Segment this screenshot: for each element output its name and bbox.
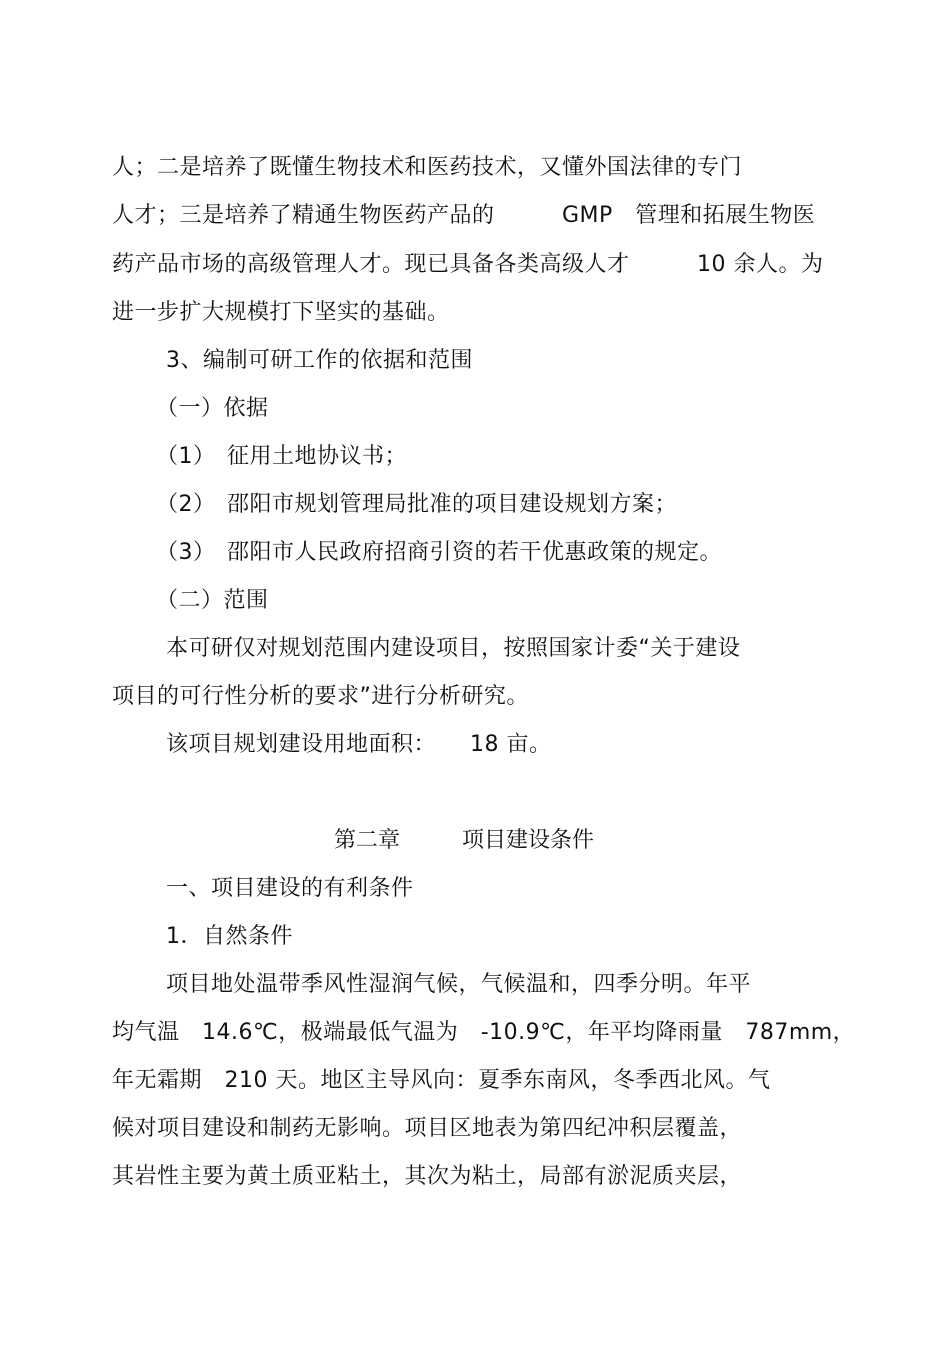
paragraph-line: 进一步扩大规模打下坚实的基础。 (112, 300, 450, 325)
subsection-heading: 1．自然条件 (166, 924, 293, 949)
list-item: （3） 邵阳市人民政府招商引资的若干优惠政策的规定。 (156, 540, 722, 565)
paragraph-line: 其岩性主要为黄土质亚粘土，其次为粘土，局部有淤泥质夹层， (112, 1164, 743, 1189)
paragraph-line: 该项目规划建设用地面积： 18 亩。 (166, 732, 552, 757)
subsection-heading: （一）依据 (156, 396, 269, 421)
paragraph-line: 候对项目建设和制药无影响。项目区地表为第四纪冲积层覆盖， (112, 1116, 743, 1141)
paragraph-line: 项目的可行性分析的要求”进行分析研究。 (112, 684, 529, 709)
list-item: （1） 征用土地协议书； (156, 444, 407, 469)
chapter-number: 第二章 (334, 828, 401, 853)
chapter-title: 项目建设条件 (462, 828, 595, 853)
paragraph-line: 药产品市场的高级管理人才。现已具备各类高级人才 10 余人。为 (112, 252, 824, 277)
paragraph-line: 项目地处温带季风性湿润气候，气候温和，四季分明。年平 (166, 972, 752, 997)
section-heading: 3、编制可研工作的依据和范围 (166, 348, 473, 373)
paragraph-line: 人；二是培养了既懂生物技术和医药技术，又懂外国法律的专门 (112, 155, 743, 180)
paragraph-line: 本可研仅对规划范围内建设项目，按照国家计委“关于建设 (166, 636, 741, 661)
paragraph-line: 均气温 14.6℃，极端最低气温为 -10.9℃，年平均降雨量 787mm， (112, 1020, 856, 1045)
subsection-heading: （二）范围 (156, 588, 269, 613)
paragraph-line: 年无霜期 210 天。地区主导风向：夏季东南风，冬季西北风。气 (112, 1068, 771, 1093)
paragraph-line: 人才；三是培养了精通生物医药产品的 GMP 管理和拓展生物医 (112, 203, 816, 228)
section-heading: 一、项目建设的有利条件 (166, 876, 414, 901)
list-item: （2） 邵阳市规划管理局批准的项目建设规划方案； (156, 492, 677, 517)
